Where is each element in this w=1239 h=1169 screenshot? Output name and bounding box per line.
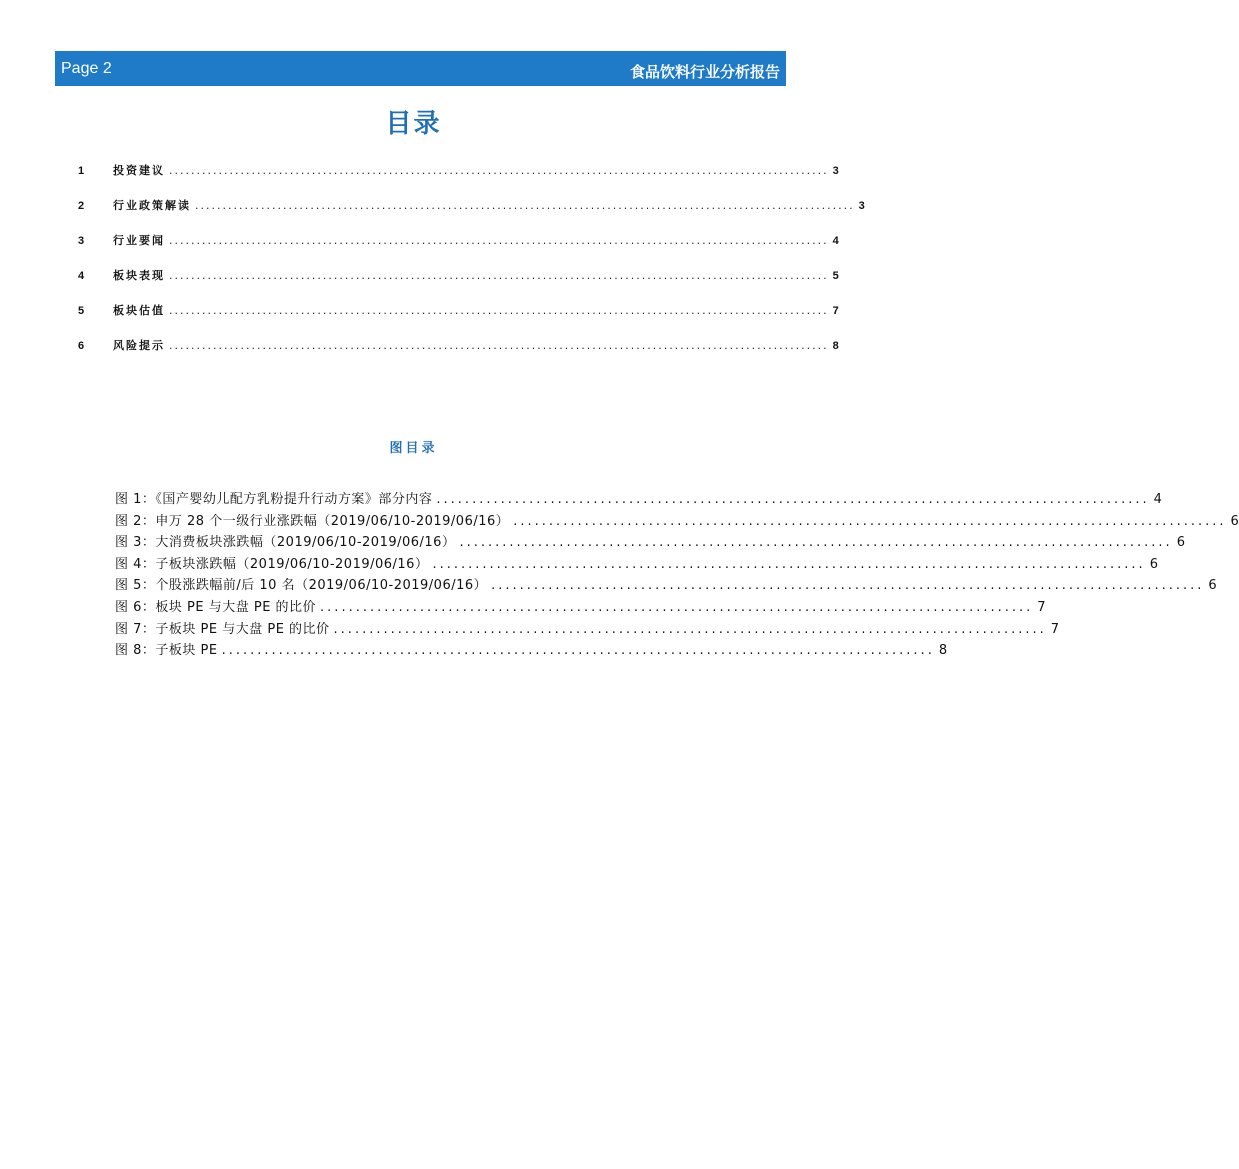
toc-entry-page: 3 [858, 200, 865, 212]
figure-entry-label: 图 1：《国产婴幼儿配方乳粉提升行动方案》部分内容 [115, 492, 433, 507]
page-header [55, 51, 786, 86]
figure-entry-label: 图 2：申万 28 个一级行业涨跌幅（2019/06/10-2019/06/16） [115, 513, 510, 529]
figure-entry-page: 8 [938, 643, 948, 659]
toc-entry-label: 投资建议 [113, 164, 165, 177]
toc-entry-label: 风险提示 [113, 339, 165, 352]
toc-entry-label: 行业政策解读 [113, 199, 191, 212]
figure-entry-page: 4 [1153, 492, 1162, 507]
dot-leader: ........................................................................................................................ [169, 339, 829, 352]
figure-entry[interactable] [115, 531, 1185, 553]
dot-leader: .................................................................................................... [333, 621, 1047, 637]
dot-leader: ........................................................................................................................ [169, 269, 829, 282]
toc-entry[interactable] [78, 197, 865, 232]
toc-entry-number: 1 [78, 165, 85, 177]
figure-entry-label: 图 3：大消费板块涨跌幅（2019/06/10-2019/06/16） [115, 535, 456, 551]
toc-entry[interactable] [78, 267, 839, 302]
figure-entry[interactable] [115, 618, 1060, 640]
toc-entry-label: 板块估值 [113, 304, 165, 317]
toc-title: 目录 [385, 109, 442, 139]
dot-leader: ........................................................................................................................ [195, 199, 855, 212]
toc-entry[interactable] [78, 162, 839, 197]
toc-entry-label: 板块表现 [113, 269, 165, 282]
dot-leader: .................................................................................................... [320, 599, 1034, 615]
dot-leader: .................................................................................................... [432, 556, 1146, 572]
figure-entry[interactable] [115, 574, 1217, 596]
figure-entry-page: 6 [1176, 535, 1185, 551]
toc-entry[interactable] [78, 337, 839, 372]
toc-entry-page: 8 [832, 340, 839, 352]
figure-entry[interactable] [115, 488, 1162, 510]
toc-entry-page: 4 [832, 235, 839, 247]
toc-entry-number: 3 [78, 235, 85, 247]
toc-entry-number: 6 [78, 340, 85, 352]
figure-entry-page: 7 [1050, 621, 1060, 637]
figure-entry-label: 图 4：子板块涨跌幅（2019/06/10-2019/06/16） [115, 556, 429, 572]
figure-entry-label: 图 5：个股涨跌幅前/后 10 名（2019/06/10-2019/06/16） [115, 578, 488, 594]
figure-entry[interactable] [115, 596, 1046, 618]
figure-entry[interactable] [115, 510, 1239, 532]
figure-entry-page: 6 [1149, 556, 1158, 572]
figure-entry[interactable] [115, 553, 1158, 575]
figure-entry-label: 图 6：板块 PE 与大盘 PE 的比价 [115, 599, 317, 615]
dot-leader: ........................................................................................................................ [169, 304, 829, 317]
dot-leader: .................................................................................................... [221, 643, 935, 659]
toc-entry-number: 5 [78, 305, 85, 317]
toc-entry[interactable] [78, 232, 839, 267]
figure-list-title: 图目录 [389, 441, 438, 456]
figure-entry-label: 图 8：子板块 PE [115, 643, 218, 659]
report-title: 食品饮料行业分析报告 [629, 63, 780, 81]
dot-leader: .................................................................................................... [459, 535, 1173, 551]
dot-leader: .................................................................................................... [436, 492, 1150, 507]
toc-entry-page: 5 [832, 270, 839, 282]
toc-entry-label: 行业要闻 [113, 234, 165, 247]
dot-leader: ........................................................................................................................ [169, 234, 829, 247]
dot-leader: .................................................................................................... [513, 513, 1227, 529]
page-number: Page 2 [61, 60, 112, 77]
figure-list [115, 488, 1239, 661]
table-of-contents [78, 162, 865, 372]
toc-entry[interactable] [78, 302, 839, 337]
toc-entry-page: 7 [832, 305, 839, 317]
toc-entry-number: 2 [78, 200, 85, 212]
toc-entry-number: 4 [78, 270, 85, 282]
toc-entry-page: 3 [832, 165, 839, 177]
figure-entry-page: 6 [1230, 513, 1239, 529]
figure-entry-page: 7 [1037, 599, 1046, 615]
dot-leader: .................................................................................................... [491, 578, 1205, 594]
dot-leader: ........................................................................................................................ [169, 164, 829, 177]
figure-entry[interactable] [115, 639, 948, 661]
figure-entry-label: 图 7：子板块 PE 与大盘 PE 的比价 [115, 621, 330, 637]
figure-entry-page: 6 [1208, 578, 1217, 594]
